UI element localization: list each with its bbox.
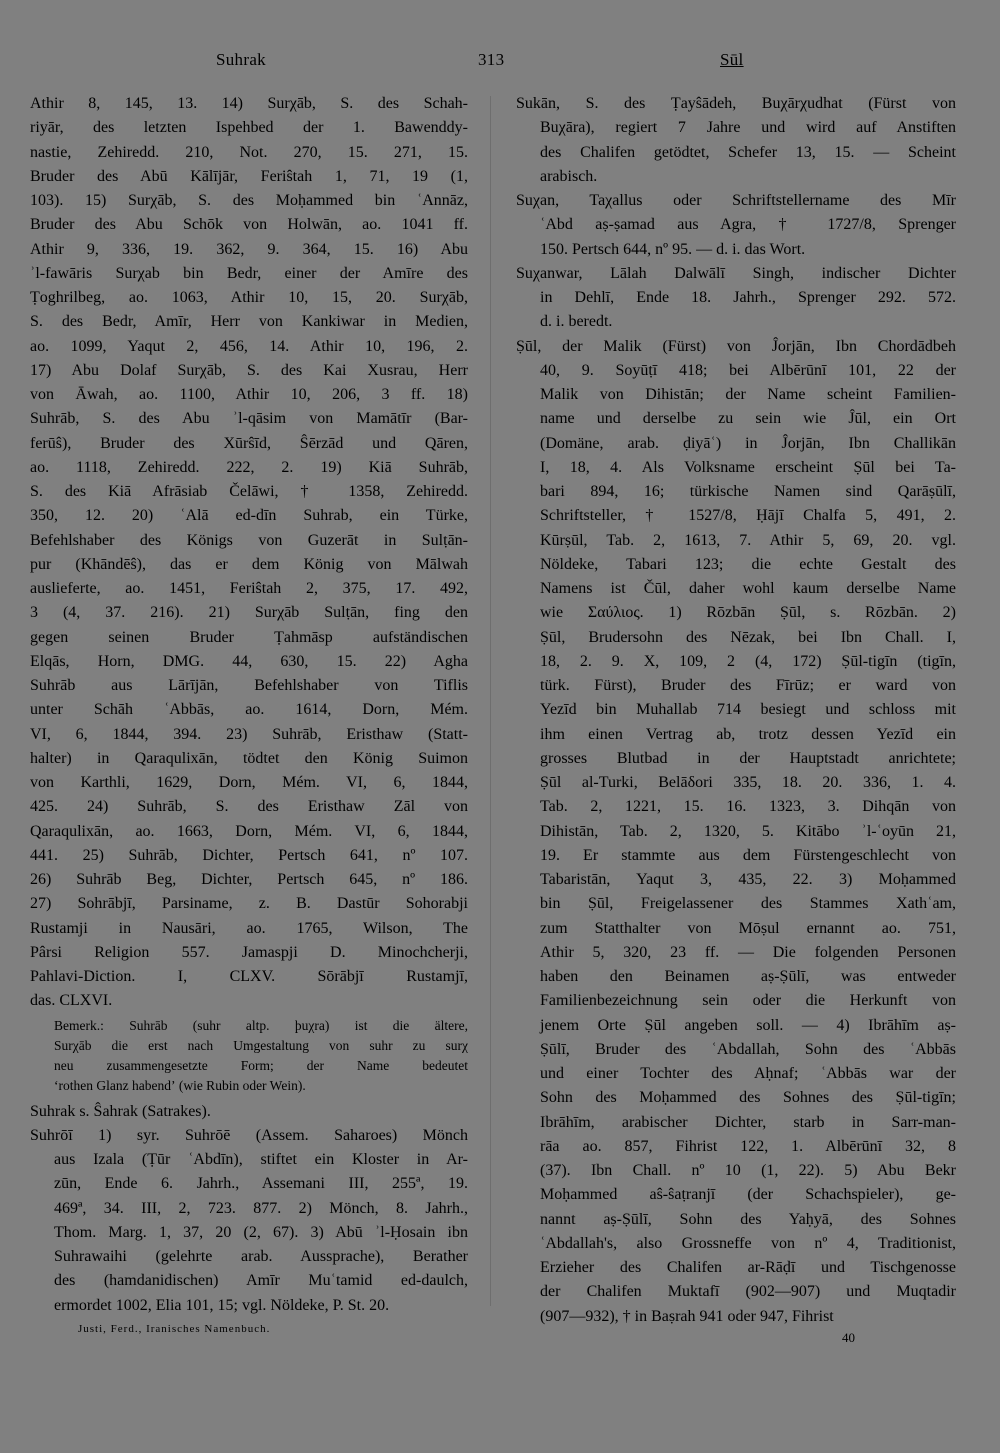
left-main-text — [30, 92, 468, 1014]
text-line: arabisch. — [540, 167, 598, 185]
text-line: (37). Ibn Chall. nº 10 (1, 22). 5) Abu Bekr — [540, 1162, 956, 1179]
text-line: Erzieher des Chalifen ar-Rāḍī und Tischgenosse — [540, 1259, 956, 1276]
text-line: 40, 9. Soyūṭī 418; bei Albērūnī 101, 22 der — [540, 361, 956, 379]
text-line: halter) in Qaraqulixān, tödtet den König Suimon — [30, 749, 468, 767]
dictionary-entry — [516, 262, 956, 335]
text-line: Yezīd bin Muhallab 714 besiegt und schloss mit — [540, 701, 956, 719]
text-line: pur (Khāndēŝ), das er dem König von Mālwah — [30, 555, 468, 573]
text-line: Bemerk.: Suhrāb (suhr altp. þuχra) ist die ältere, — [54, 1017, 468, 1033]
running-head-right: Sūl — [720, 50, 744, 69]
text-line: zum Statthalter von Mōṣul ernannt ao. 751, — [540, 919, 956, 937]
text-line: bin Ṣūl, Freigelassener des Stammes Xathʿam, — [540, 895, 956, 913]
text-line: des Chalifen getödtet, Schefer 13, 15. — Scheint — [540, 143, 956, 161]
text-line: S. des Kiā Afrāsiab Čelāwi, † 1358, Zehiredd. — [30, 483, 468, 500]
text-line: des (hamdanidischen) Amīr Muʿtamid ed-daulch, — [54, 1272, 468, 1290]
text-line: Schriftsteller, † 1527/8, Ḥājī Chalfa 5, 491, 2. — [540, 507, 956, 525]
text-line: Surχāb die erst nach Umgestaltung von suhr zu surχ — [54, 1037, 468, 1053]
entry-suhrak: Suhrak s. Ŝahrak (Satrakes). — [30, 1102, 211, 1120]
text-line: nannt aṣ-Ṣūlī, Sohn des Yaḥyā, des Sohnes — [540, 1210, 956, 1228]
text-line: Nöldeke, Tabari 123; die echte Gestalt des — [540, 555, 956, 573]
text-line: 27) Sohrābjī, Parsiname, z. B. Dastūr Sohorabji — [30, 895, 468, 913]
remark-block — [30, 1016, 468, 1096]
page-number: 313 — [478, 50, 505, 69]
text-line: Moḥammed aŝ-ŝaṭranjī (der Schachspieler), ge- — [540, 1186, 956, 1204]
entry-suhroi — [30, 1124, 468, 1318]
text-line: Rustamji in Nausāri, ao. 1765, Wilson, The — [30, 919, 468, 937]
text-line: Athir 8, 145, 13. 14) Surχāb, S. des Schah- — [30, 95, 468, 112]
text-line: 26) Suhrāb Beg, Dichter, Pertsch 645, nº 186. — [30, 871, 468, 888]
text-line: Tabaristān, Yaqut 3, 435, 22. 3) Moḥammed — [540, 871, 956, 888]
text-line: türk. Fürst), Bruder des Fīrūz; er ward von — [540, 677, 956, 694]
text-line: Elqās, Horn, DMG. 44, 630, 15. 22) Agha — [30, 652, 468, 670]
text-line: Ṭoghrilbeg, ao. 1063, Athir 10, 15, 20. Surχāb, — [30, 289, 468, 306]
text-line: grosses Blutbad in der Hauptstadt anrichtete; — [540, 749, 956, 767]
text-line: 150. Pertsch 644, nº 95. — d. i. das Wort. — [540, 240, 806, 258]
text-line: gegen seinen Bruder Ṭahmāsp aufständischen — [30, 628, 468, 646]
text-line: Sohn des Moḥammed des Sohnes des Ṣūl-tigīn; — [540, 1089, 956, 1107]
text-line: Athir 9, 336, 19. 362, 9. 364, 15. 16) Abu — [30, 240, 468, 258]
text-line: das. CLXVI. — [30, 992, 113, 1010]
text-line: Bruder des Abu Schōk von Holwān, ao. 1041 ff. — [30, 216, 468, 234]
text-line: Sukān, S. des Ṭayŝādeh, Buχārχudhat (Fürst von — [516, 95, 956, 112]
text-line: Ṣūl al-Turki, Belāδori 335, 18. 20. 336, 1. 4. — [540, 774, 956, 791]
text-line: ermordet 1002, Elia 101, 15; vgl. Nöldeke, P. St. 20. — [54, 1296, 390, 1314]
footer-source: Justi, Ferd., Iranisches Namenbuch. — [78, 1323, 271, 1335]
text-line: Ṣūl, der Malik (Fürst) von Ĵorjān, Ibn Chordādbeh — [516, 337, 956, 355]
text-line: ao. 1099, Yaqut 2, 456, 14. Athir 10, 196, 2. — [30, 337, 468, 355]
text-line: Malik von Dihistān; der Name scheint Familien- — [540, 386, 956, 403]
text-line: Ibrāhīm, arabischer Dichter, starb in Sarr-man- — [540, 1113, 956, 1131]
dictionary-entry — [516, 189, 956, 262]
text-line: Qaraqulixān, ao. 1663, Dorn, Mém. VI, 6, 1844, — [30, 822, 468, 840]
text-line: Suχan, Taχallus oder Schriftstellername des Mīr — [516, 192, 956, 209]
text-line: Dihistān, Tab. 2, 1320, 5. Kitābo ʾl-ʿoyūn 21, — [540, 822, 956, 840]
text-line: 469ª, 34. III, 2, 723. 877. 2) Mönch, 8. Jahrh., — [54, 1199, 468, 1217]
text-line: auslieferte, ao. 1451, Feriŝtah 2, 375, 17. 492, — [30, 580, 468, 597]
text-line: von Āwah, ao. 1100, Athir 10, 206, 3 ff. 18) — [30, 386, 468, 403]
text-line: rāa ao. 857, Fihrist 122, 1. Albērūnī 32, 8 — [540, 1137, 956, 1155]
running-head-left: Suhrak — [216, 50, 266, 69]
text-line: Suhrāb aus Lārījān, Befehlshaber von Tiflis — [30, 677, 468, 694]
text-line: 425. 24) Suhrāb, S. des Eristhaw Zāl von — [30, 798, 468, 816]
column-divider — [490, 96, 491, 1306]
text-line: 103). 15) Surχāb, S. des Moḥammed bin ʿAnnāz, — [30, 192, 468, 209]
text-line: Athir 5, 320, 23 ff. — Die folgenden Personen — [540, 943, 956, 961]
text-line: Suhrāb, S. des Abu ʾl-qāsim von Mamātīr (Bar- — [30, 410, 468, 428]
text-line: Pârsi Religion 557. Jamaspji D. Minochcherji, — [30, 943, 468, 961]
footer-signature: 40 — [842, 1330, 855, 1345]
text-line: Pahlavi-Diction. I, CLXV. Sōrābjī Rustamjī, — [30, 968, 468, 985]
text-line: 17) Abu Dolaf Surχāb, S. des Kai Xusrau, Herr — [30, 361, 468, 379]
text-line: Ṣūl, Brudersohn des Nēzak, bei Ibn Chall. I, — [540, 628, 956, 646]
left-column — [30, 92, 468, 1318]
text-line: ʿAbdallah's, also Grossneffe von nº 4, Traditionist, — [540, 1234, 956, 1252]
text-line: ʿAbd aṣ-ṣamad aus Agra, † 1727/8, Sprenger — [540, 216, 956, 234]
text-line: Suhrawaihi (gelehrte arab. Aussprache), Berather — [54, 1248, 468, 1265]
text-line: und einer Tochter des Aḥnaf; ʿAbbās war der — [540, 1065, 956, 1082]
text-line: jenem Orte Ṣūl angeben soll. — 4) Ibrāhīm aṣ- — [540, 1016, 956, 1034]
text-line: zūn, Ende 6. Jahrh., Assemani III, 255ª, 19. — [54, 1175, 468, 1193]
text-line: in Dehlī, Ende 18. Jahrh., Sprenger 292. 572. — [540, 289, 956, 306]
text-line: ʻrothen Glanz habendʼ (wie Rubin oder Wein). — [54, 1077, 306, 1093]
text-line: Suχanwar, Lālah Dalwālī Singh, indischer Dichter — [516, 264, 956, 282]
text-line: Befehlshaber des Königs von Guzerāt in Sulṭān- — [30, 531, 468, 549]
text-line: 3 (4, 37. 216). 21) Surχāb Sulṭān, fing den — [30, 604, 468, 622]
text-line: bari 894, 16; türkische Namen sind Qarāṣūlī, — [540, 483, 956, 500]
text-line: Thom. Marg. 1, 37, 20 (2, 67). 3) Abū ʾl-Ḥosain ibn — [54, 1223, 468, 1241]
text-line: Buχāra), regiert 7 Jahre und wird auf Anstiften — [540, 119, 956, 137]
text-line: (Domäne, arab. ḍiyāʿ) in Ĵorjān, Ibn Challikān — [540, 434, 956, 452]
text-line: Kūrṣūl, Tab. 2, 1613, 7. Athir 5, 69, 20. vgl. — [540, 531, 956, 549]
text-line: der Chalifen Muktafī (902—907) und Muqtadir — [540, 1283, 956, 1301]
right-column — [516, 92, 956, 1329]
text-line: 350, 12. 20) ʿAlā ed-dīn Suhrab, ein Türke, — [30, 507, 468, 525]
text-line: name und derselbe zu sein wie Ĵūl, ein Ort — [540, 410, 956, 428]
text-line: unter Schāh ʿAbbās, ao. 1614, Dorn, Mém. — [30, 701, 468, 719]
text-line: Familienbezeichnung sein oder die Herkunft von — [540, 992, 956, 1010]
text-line: 19. Er stammte aus dem Fürstengeschlecht von — [540, 846, 956, 864]
text-line: Namens ist Čūl, daher wohl kaum derselbe Name — [540, 580, 956, 597]
text-line: riyār, des letzten Ispehbed der 1. Bawenddy- — [30, 119, 468, 137]
text-line: 18, 2. 9. X, 109, 2 (4, 172) Ṣūl-tigīn (tigīn, — [540, 652, 956, 670]
text-line: neu zusammengesetzte Form; der Name bedeutet — [54, 1057, 468, 1073]
dictionary-entry — [516, 92, 956, 189]
text-line: 441. 25) Suhrāb, Dichter, Pertsch 641, nº 107. — [30, 846, 468, 864]
text-line: wie Σαύλιος. 1) Rōzbān Ṣūl, s. Rōzbān. 2) — [540, 604, 956, 622]
text-line: ihm einen Vertrag ab, trotz dessen Yezīd ein — [540, 725, 956, 743]
text-line: ferūŝ), Bruder des Xūrŝīd, Ŝērzād und Qāren, — [30, 434, 468, 452]
text-line: haben den Beinamen aṣ-Ṣūlī, was entweder — [540, 968, 956, 985]
text-line: ʾl-fawāris Surχab bin Bedr, einer der Amīre des — [30, 264, 468, 282]
text-line: d. i. beredt. — [540, 313, 613, 331]
text-line: aus Izala (Ṭūr ʿAbdīn), stiftet ein Kloster in Ar- — [54, 1151, 468, 1168]
text-line: nastie, Zehiredd. 210, Not. 270, 15. 271, 15. — [30, 143, 468, 161]
text-line: Tab. 2, 1221, 15. 16. 1323, 3. Dihqān von — [540, 798, 956, 816]
text-line: Ṣūlī, Bruder des ʿAbdallah, Sohn des ʿAbbās — [540, 1040, 956, 1058]
text-line: Bruder des Abū Kālījār, Feriŝtah 1, 71, 19 (1, — [30, 167, 468, 185]
text-line: I, 18, 4. Als Volksname erscheint Ṣūl bei Ta- — [540, 458, 956, 476]
text-line: VI, 6, 1844, 394. 23) Suhrāb, Eristhaw (Statt- — [30, 725, 468, 743]
text-line: Suhrōī 1) syr. Suhrōē (Assem. Saharoes) Mönch — [30, 1126, 468, 1144]
text-line: von Karthli, 1629, Dorn, Mém. VI, 6, 1844, — [30, 774, 468, 791]
text-line: (907—932), † in Baṣrah 941 oder 947, Fihrist — [540, 1307, 834, 1325]
text-line: S. des Bedr, Amīr, Herr von Kankiwar in Medien, — [30, 313, 468, 331]
text-line: ao. 1118, Zehiredd. 222, 2. 19) Kiā Suhrāb, — [30, 458, 468, 476]
dictionary-entry — [516, 335, 956, 1329]
right-entries — [516, 92, 956, 1329]
